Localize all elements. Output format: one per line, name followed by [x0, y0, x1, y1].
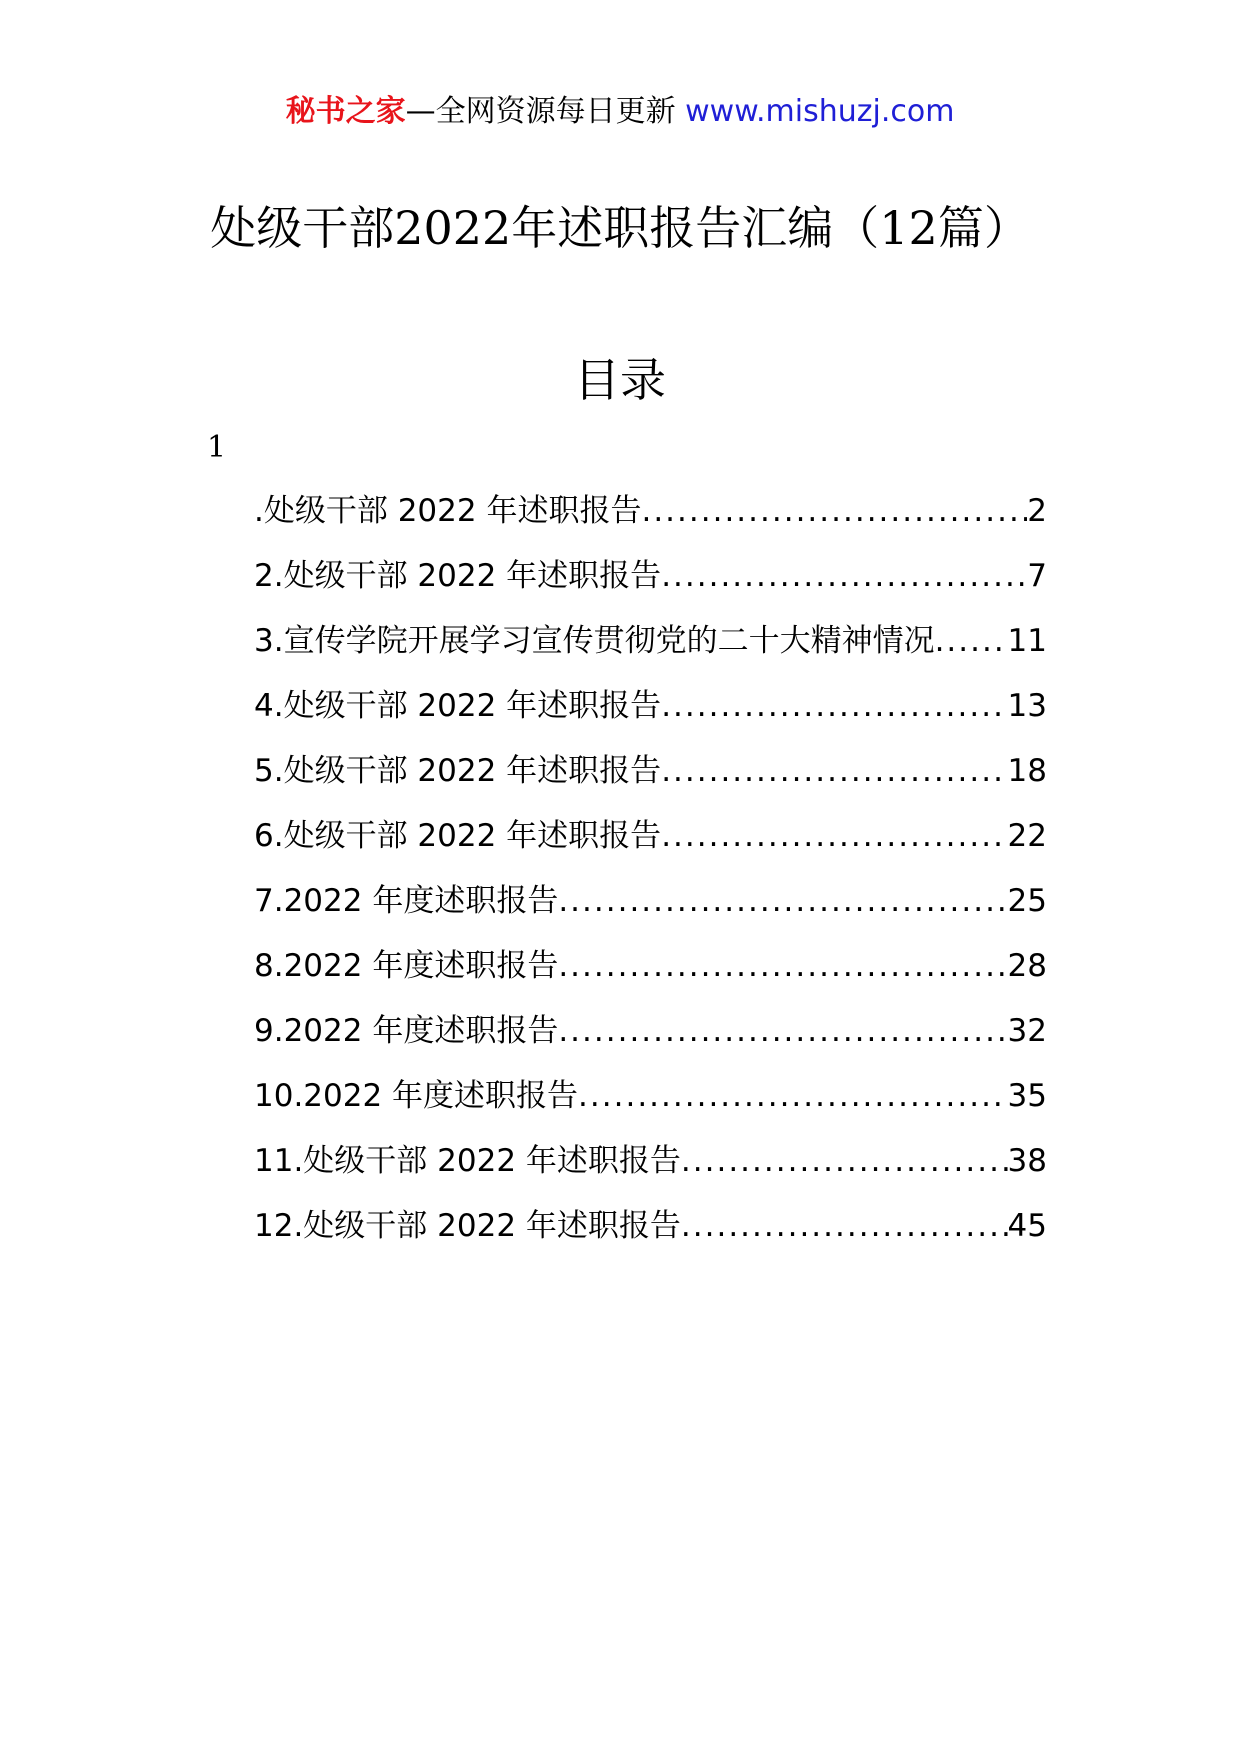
toc-entry-label: 2.处级干部 2022 年述职报告	[254, 558, 662, 594]
toc-entry-page: 35	[1007, 1078, 1047, 1114]
toc-leader-dots	[558, 944, 1007, 988]
toc-entry-label: 8.2022 年度述职报告	[254, 948, 559, 984]
title-middle: 年述职报告汇编（	[511, 201, 880, 255]
toc-entry-page: 25	[1007, 883, 1047, 919]
toc-entry-page: 7	[1027, 558, 1047, 594]
toc-entry-page: 45	[1007, 1208, 1047, 1244]
toc-entry[interactable]	[254, 1009, 1047, 1074]
title-count: 12	[879, 201, 938, 255]
toc-entry[interactable]	[254, 879, 1047, 944]
site-slogan: —全网资源每日更新	[405, 94, 676, 129]
toc-entry-page: 13	[1007, 688, 1047, 724]
toc-entry-page: 28	[1007, 948, 1047, 984]
toc-entry-page: 18	[1007, 753, 1047, 789]
toc-entry-label: 10.2022 年度述职报告	[254, 1078, 579, 1114]
table-of-contents	[254, 489, 1047, 1269]
toc-leader-dots	[681, 1139, 1008, 1183]
document-title	[0, 196, 1240, 260]
toc-entry-page: 22	[1007, 818, 1047, 854]
toc-entry-label: 5.处级干部 2022 年述职报告	[254, 753, 662, 789]
toc-entry-label: 11.处级干部 2022 年述职报告	[254, 1143, 681, 1179]
toc-stray-number: 1	[207, 430, 227, 465]
toc-leader-dots	[558, 1009, 1007, 1053]
toc-entry[interactable]	[254, 1139, 1047, 1204]
toc-entry-label: 6.处级干部 2022 年述职报告	[254, 818, 662, 854]
toc-leader-dots	[578, 1074, 1008, 1118]
toc-entry[interactable]	[254, 619, 1047, 684]
toc-leader-dots	[661, 684, 1007, 728]
toc-entry[interactable]	[254, 684, 1047, 749]
toc-leader-dots	[661, 554, 1027, 598]
toc-entry-label: 3.宣传学院开展学习宣传贯彻党的二十大精神情况	[254, 623, 935, 659]
toc-entry-page: 38	[1007, 1143, 1047, 1179]
toc-leader-dots	[558, 879, 1007, 923]
toc-leader-dots	[661, 814, 1007, 858]
toc-heading: 目录	[574, 353, 666, 407]
title-prefix: 处级干部	[210, 201, 395, 255]
toc-entry[interactable]	[254, 944, 1047, 1009]
toc-entry-label: .处级干部 2022 年述职报告	[254, 493, 642, 529]
toc-entry[interactable]	[254, 749, 1047, 814]
title-year: 2022	[394, 201, 512, 255]
toc-entry-page: 11	[1007, 623, 1047, 659]
toc-leader-dots	[661, 749, 1007, 793]
toc-entry-label: 4.处级干部 2022 年述职报告	[254, 688, 662, 724]
site-header	[0, 92, 1240, 132]
toc-entry-label: 7.2022 年度述职报告	[254, 883, 559, 919]
toc-entry[interactable]	[254, 1074, 1047, 1139]
brand-name: 秘书之家	[285, 94, 406, 129]
toc-leader-dots	[935, 619, 1008, 663]
toc-entry[interactable]	[254, 554, 1047, 619]
toc-entry[interactable]	[254, 489, 1047, 554]
site-url-link[interactable]: www.mishuzj.com	[685, 94, 955, 129]
toc-entry-page: 2	[1027, 493, 1047, 529]
toc-entry[interactable]	[254, 1204, 1047, 1269]
toc-leader-dots	[681, 1204, 1008, 1248]
toc-leader-dots	[641, 489, 1027, 533]
toc-entry-label: 12.处级干部 2022 年述职报告	[254, 1208, 681, 1244]
title-suffix: 篇）	[937, 201, 1030, 255]
toc-entry-label: 9.2022 年度述职报告	[254, 1013, 559, 1049]
toc-entry[interactable]	[254, 814, 1047, 879]
toc-entry-page: 32	[1007, 1013, 1047, 1049]
